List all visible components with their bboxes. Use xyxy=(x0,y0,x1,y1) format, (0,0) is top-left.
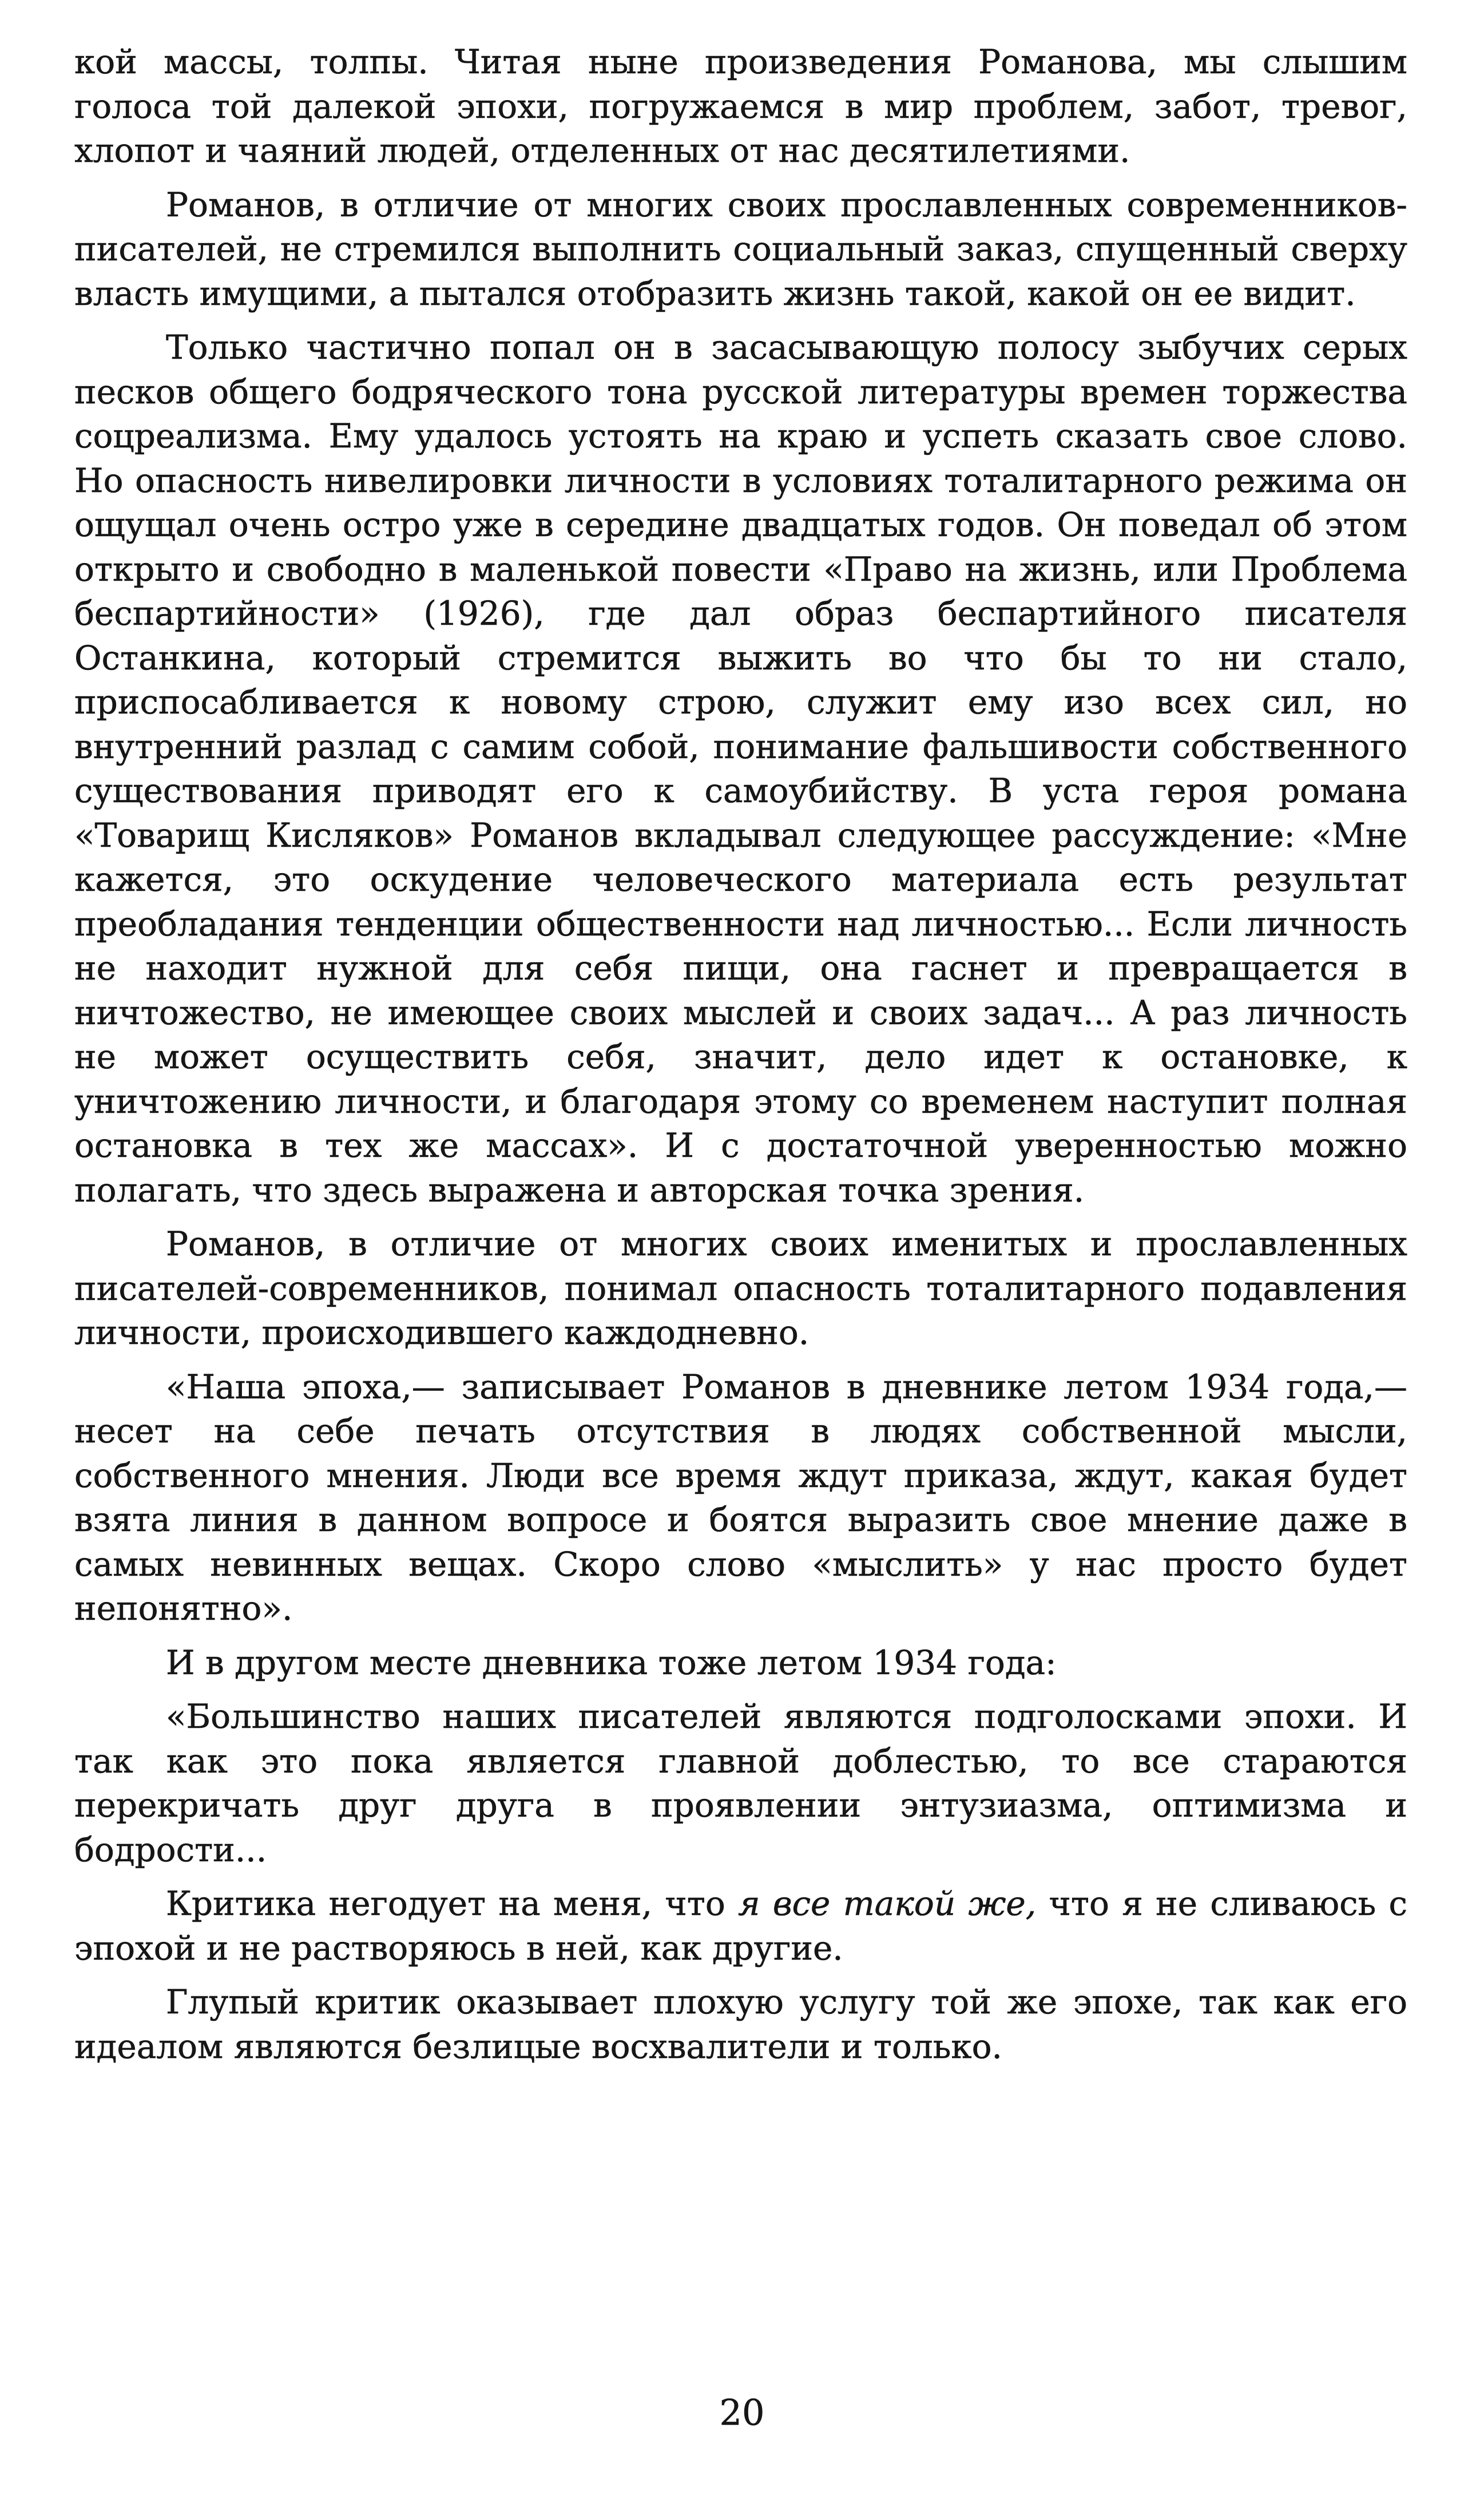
paragraph-7: «Большинство наших писателей являются подголосками эпохи. И так как это пока является главной доблестью, то все стараются перекричать друг друга в проявлении энтузиазма, оптимизма и бодрости... xyxy=(74,1697,1407,1869)
paragraph-9: Глупый критик оказывает плохую услугу той же эпохе, так как его идеалом являются безлицые восхвалители и только. xyxy=(74,1982,1407,2066)
paragraph-6: И в другом месте дневника тоже летом 1934 года: xyxy=(166,1643,1057,1682)
page-number: 20 xyxy=(719,2392,765,2433)
paragraph-1: кой массы, толпы. Читая ныне произведения Романова, мы слышим голоса той далекой эпохи, погружаемся в мир проблем, забот, тревог, хлопот и чаяний людей, отделенных от нас десятилетиями. xyxy=(74,42,1407,170)
paragraph-8 xyxy=(74,1882,1407,1970)
paragraph-8-start: Критика негодует на меня, что xyxy=(166,1884,739,1923)
paragraph-5: «Наша эпоха,— записывает Романов в дневнике летом 1934 года,— несет на себе печать отсутствия в людях собственной мысли, собственного мнения. Люди все время ждут приказа, ждут, какая будет взята линия в данном вопросе и боятся выразить свое мнение даже в самых невинных вещах. Скоро слово «мыслить» у нас просто будет непонятно». xyxy=(74,1367,1407,1628)
paragraph-4: Романов, в отличие от многих своих именитых и прославленных писателей-современников, понимал опасность тоталитарного подавления личности, происходившего каждодневно. xyxy=(74,1224,1407,1352)
paragraph-3: Только частично попал он в засасывающую полосу зыбучих серых песков общего бодряческого тона русской литературы времен торжества соцреализма. Ему удалось устоять на краю и успеть сказать свое слово. Но опасность нивелировки личности в условиях тоталитарного режима он ощущал очень остро уже в середине двадцатых годов. Он поведал об этом открыто и свободно в маленькой повести «Право на жизнь, или Проблема беспартийности» (1926), где дал образ беспартийного писателя Останкина, который стремится выжить во что бы то ни стало, приспосабливается к новому строю, служит ему изо всех сил, но внутренний разлад с самим собой, понимание фальшивости собственного существования приводят его к самоубийству. В уста героя романа «Товарищ Кисляков» Романов вкладывал следующее рассуждение: «Мне кажется, это оскудение человеческого материала есть результат преобладания тенденции общественности над личностью... Если личность не находит нужной для себя пищи, она гаснет и превращается в ничтожество, не имеющее своих мыслей и своих задач... А раз личность не может осуществить себя, значит, дело идет к остановке, к уничтожению личности, и благодаря этому со временем наступит полная остановка в тех же массах». И с достаточной уверенностью можно полагать, что здесь выражена и авторская точка зрения. xyxy=(74,328,1407,1210)
paragraph-8-end: что я не сливаюсь с эпохой и не растворяюсь в ней, как другие. xyxy=(74,1884,1407,1968)
paragraph-8-emphasis: я все такой же, xyxy=(738,1884,1037,1923)
page-body xyxy=(74,40,1407,2069)
paragraph-2: Романов, в отличие от многих своих прославленных современников-писателей, не стремился выполнить социальный заказ, спущенный сверху власть имущими, а пытался отобразить жизнь такой, какой он ее видит. xyxy=(74,185,1407,313)
